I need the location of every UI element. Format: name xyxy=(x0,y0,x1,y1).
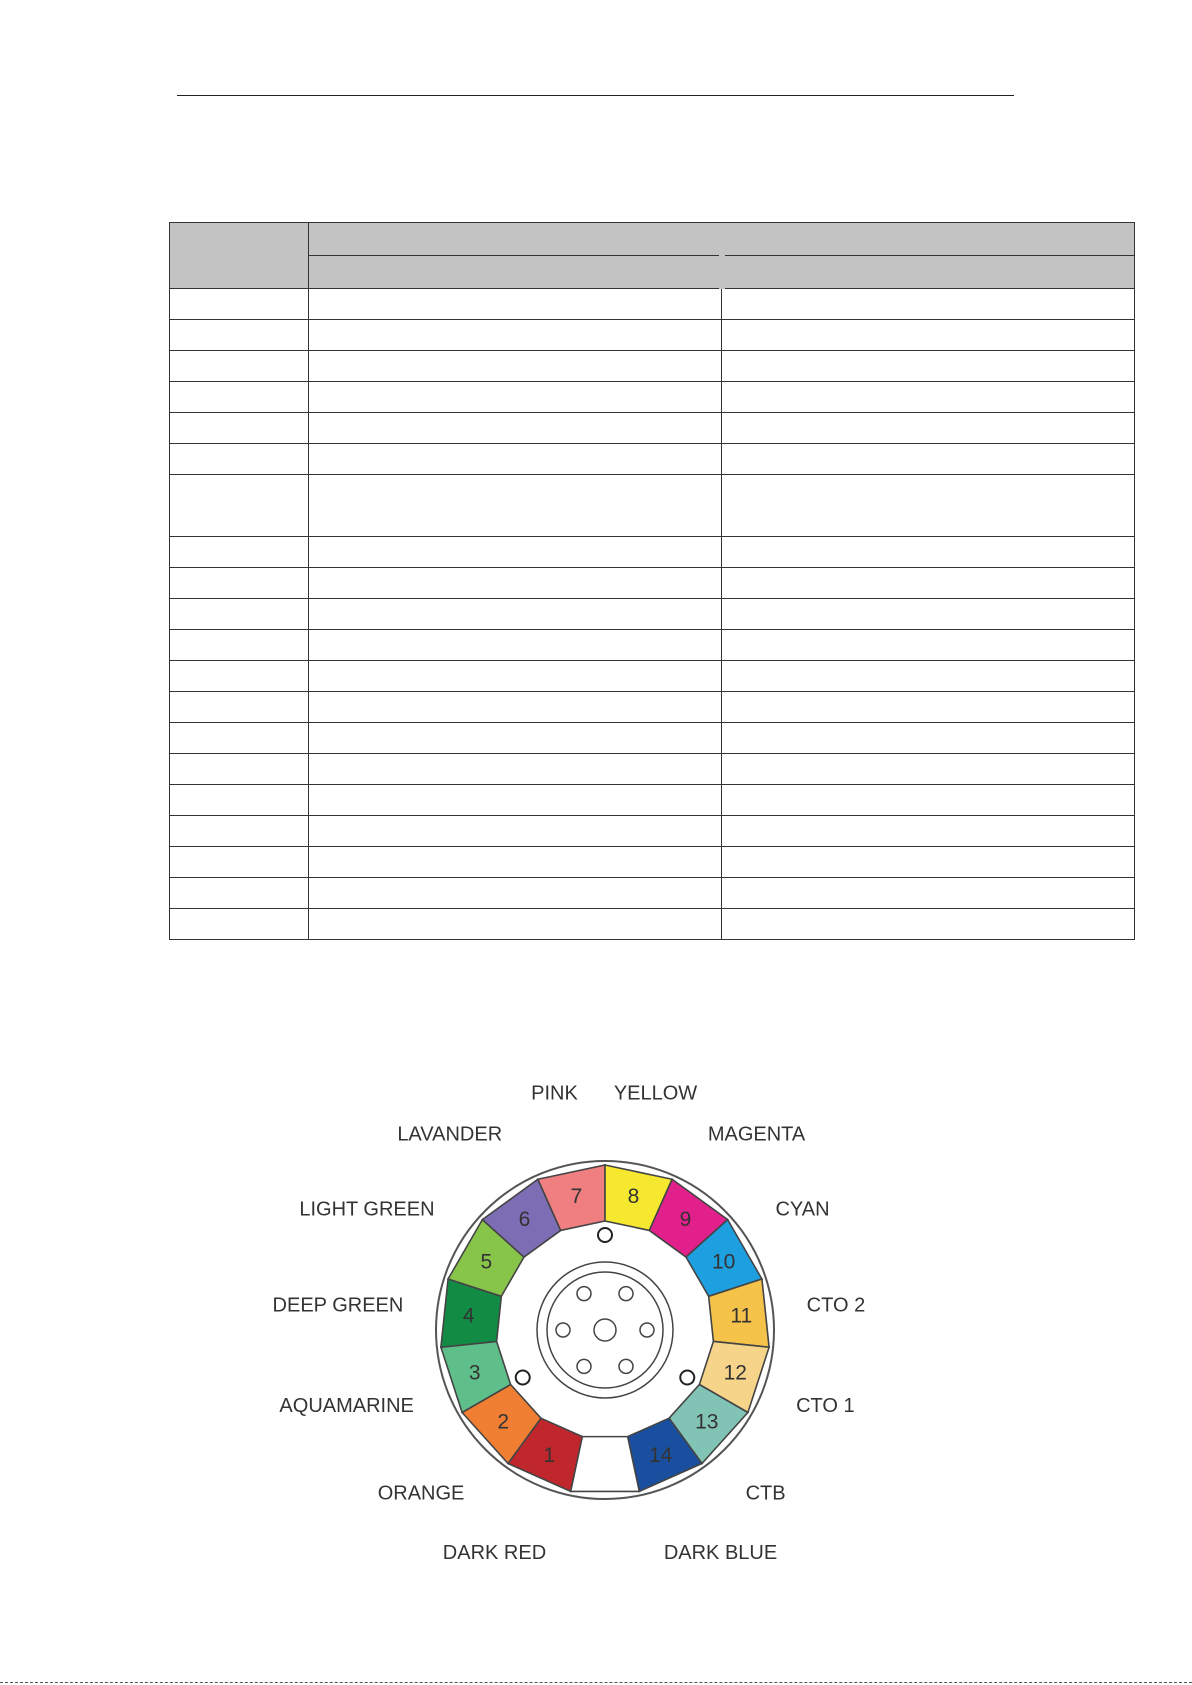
hub-bolt-hole xyxy=(619,1359,633,1373)
table-row xyxy=(170,382,1135,413)
segment-number: 3 xyxy=(468,1361,481,1385)
table-subheader-row xyxy=(170,256,1135,289)
segment-number: 13 xyxy=(695,1410,719,1434)
segment-number: 1 xyxy=(543,1444,556,1468)
segment-number: 12 xyxy=(723,1361,747,1385)
table-cell xyxy=(309,630,722,661)
segment-number: 2 xyxy=(497,1410,510,1434)
table-row xyxy=(170,909,1135,940)
table-cell xyxy=(309,661,722,692)
table-row xyxy=(170,723,1135,754)
table-row xyxy=(170,568,1135,599)
table-cell xyxy=(170,785,309,816)
table-cell xyxy=(170,723,309,754)
segment-number: 6 xyxy=(518,1208,531,1232)
table-cell xyxy=(722,351,1135,382)
color-wheel xyxy=(0,1082,1192,1564)
wheel-segment xyxy=(571,1437,640,1492)
table-cell xyxy=(309,444,722,475)
table-cell xyxy=(309,816,722,847)
segment-number: 8 xyxy=(627,1184,640,1208)
table-row xyxy=(170,661,1135,692)
table-cell xyxy=(722,785,1135,816)
segment-label: MAGENTA xyxy=(707,1123,806,1146)
table-cell xyxy=(722,413,1135,444)
table-cell xyxy=(170,382,309,413)
segment-label: AQUAMARINE xyxy=(279,1395,414,1418)
header-cell-sub2 xyxy=(722,256,1135,289)
table-cell xyxy=(309,382,722,413)
table-cell xyxy=(309,878,722,909)
table-cell xyxy=(722,878,1135,909)
table-cell xyxy=(309,754,722,785)
segment-number: 5 xyxy=(480,1250,493,1274)
table-row xyxy=(170,475,1135,537)
table-cell xyxy=(722,692,1135,723)
color-wheel-figure xyxy=(0,1082,1192,1564)
table-cell xyxy=(722,816,1135,847)
header-cell-sub1 xyxy=(309,256,722,289)
table-row xyxy=(170,537,1135,568)
table-cell xyxy=(170,568,309,599)
table-cell xyxy=(170,475,309,537)
segment-label: LAVANDER xyxy=(397,1123,503,1146)
table-row xyxy=(170,878,1135,909)
segment-label: DARK RED xyxy=(442,1541,547,1564)
table-cell xyxy=(170,661,309,692)
segment-number: 4 xyxy=(462,1304,475,1328)
locating-hole xyxy=(516,1371,530,1385)
table-cell xyxy=(309,320,722,351)
table-cell xyxy=(170,692,309,723)
hub-bolt-hole xyxy=(640,1323,654,1337)
hub-center-hole xyxy=(594,1319,616,1341)
table-row xyxy=(170,816,1135,847)
locating-hole xyxy=(598,1228,612,1242)
table-cell xyxy=(722,599,1135,630)
segment-label: CTO 2 xyxy=(806,1294,866,1317)
table-cell xyxy=(170,444,309,475)
segment-label: YELLOW xyxy=(613,1082,698,1105)
table-row xyxy=(170,351,1135,382)
table-row xyxy=(170,754,1135,785)
table-cell xyxy=(722,289,1135,320)
table-cell xyxy=(170,289,309,320)
table-cell xyxy=(722,475,1135,537)
table-cell xyxy=(309,351,722,382)
table-cell xyxy=(170,320,309,351)
table-cell xyxy=(309,723,722,754)
table-cell xyxy=(722,444,1135,475)
segment-label: ORANGE xyxy=(377,1482,465,1505)
segment-label: PINK xyxy=(531,1082,578,1105)
page-cut-line xyxy=(0,1682,1192,1683)
table-cell xyxy=(170,537,309,568)
table-cell xyxy=(309,847,722,878)
table-cell xyxy=(309,785,722,816)
header-cell-group xyxy=(309,223,1135,256)
table-row xyxy=(170,599,1135,630)
table-cell xyxy=(722,537,1135,568)
segment-label: LIGHT GREEN xyxy=(299,1198,435,1221)
table-row xyxy=(170,444,1135,475)
table-cell xyxy=(309,568,722,599)
table-row xyxy=(170,289,1135,320)
segment-number: 10 xyxy=(711,1250,736,1274)
header-rule xyxy=(177,95,1014,96)
segment-label: CTB xyxy=(745,1482,786,1505)
table-cell xyxy=(722,382,1135,413)
hub-bolt-hole xyxy=(556,1323,570,1337)
segment-number: 14 xyxy=(649,1444,673,1468)
table-row xyxy=(170,692,1135,723)
header-cell-col1 xyxy=(170,223,309,289)
table-cell xyxy=(309,289,722,320)
table-cell xyxy=(170,413,309,444)
segment-number: 7 xyxy=(570,1184,583,1208)
hub-bolt-hole xyxy=(619,1287,633,1301)
table-cell xyxy=(170,630,309,661)
table-cell xyxy=(722,723,1135,754)
table-row xyxy=(170,785,1135,816)
locating-hole xyxy=(680,1371,694,1385)
table-cell xyxy=(309,599,722,630)
table-cell xyxy=(170,847,309,878)
spec-table xyxy=(169,222,1135,940)
table-cell xyxy=(170,816,309,847)
table-cell xyxy=(170,351,309,382)
table-row xyxy=(170,847,1135,878)
segment-number: 11 xyxy=(730,1304,753,1328)
table-cell xyxy=(722,568,1135,599)
table-cell xyxy=(722,754,1135,785)
table-cell xyxy=(170,909,309,940)
segment-label: DEEP GREEN xyxy=(272,1294,404,1317)
segment-number: 9 xyxy=(679,1208,692,1232)
table-cell xyxy=(722,661,1135,692)
table-row xyxy=(170,630,1135,661)
table-row xyxy=(170,413,1135,444)
table-cell xyxy=(309,909,722,940)
table-cell xyxy=(170,599,309,630)
table-cell xyxy=(170,878,309,909)
hub-bolt-hole xyxy=(577,1359,591,1373)
segment-label: DARK BLUE xyxy=(663,1541,778,1564)
table-cell xyxy=(309,475,722,537)
table-header-row xyxy=(170,223,1135,256)
table-cell xyxy=(309,692,722,723)
table-cell xyxy=(722,909,1135,940)
segment-label: CTO 1 xyxy=(796,1395,855,1418)
table-row xyxy=(170,320,1135,351)
table-cell xyxy=(722,630,1135,661)
segment-label: CYAN xyxy=(775,1198,830,1221)
table-cell xyxy=(170,754,309,785)
table-cell xyxy=(309,537,722,568)
hub-bolt-hole xyxy=(577,1287,591,1301)
table-cell xyxy=(722,320,1135,351)
table-cell xyxy=(309,413,722,444)
table-cell xyxy=(722,847,1135,878)
